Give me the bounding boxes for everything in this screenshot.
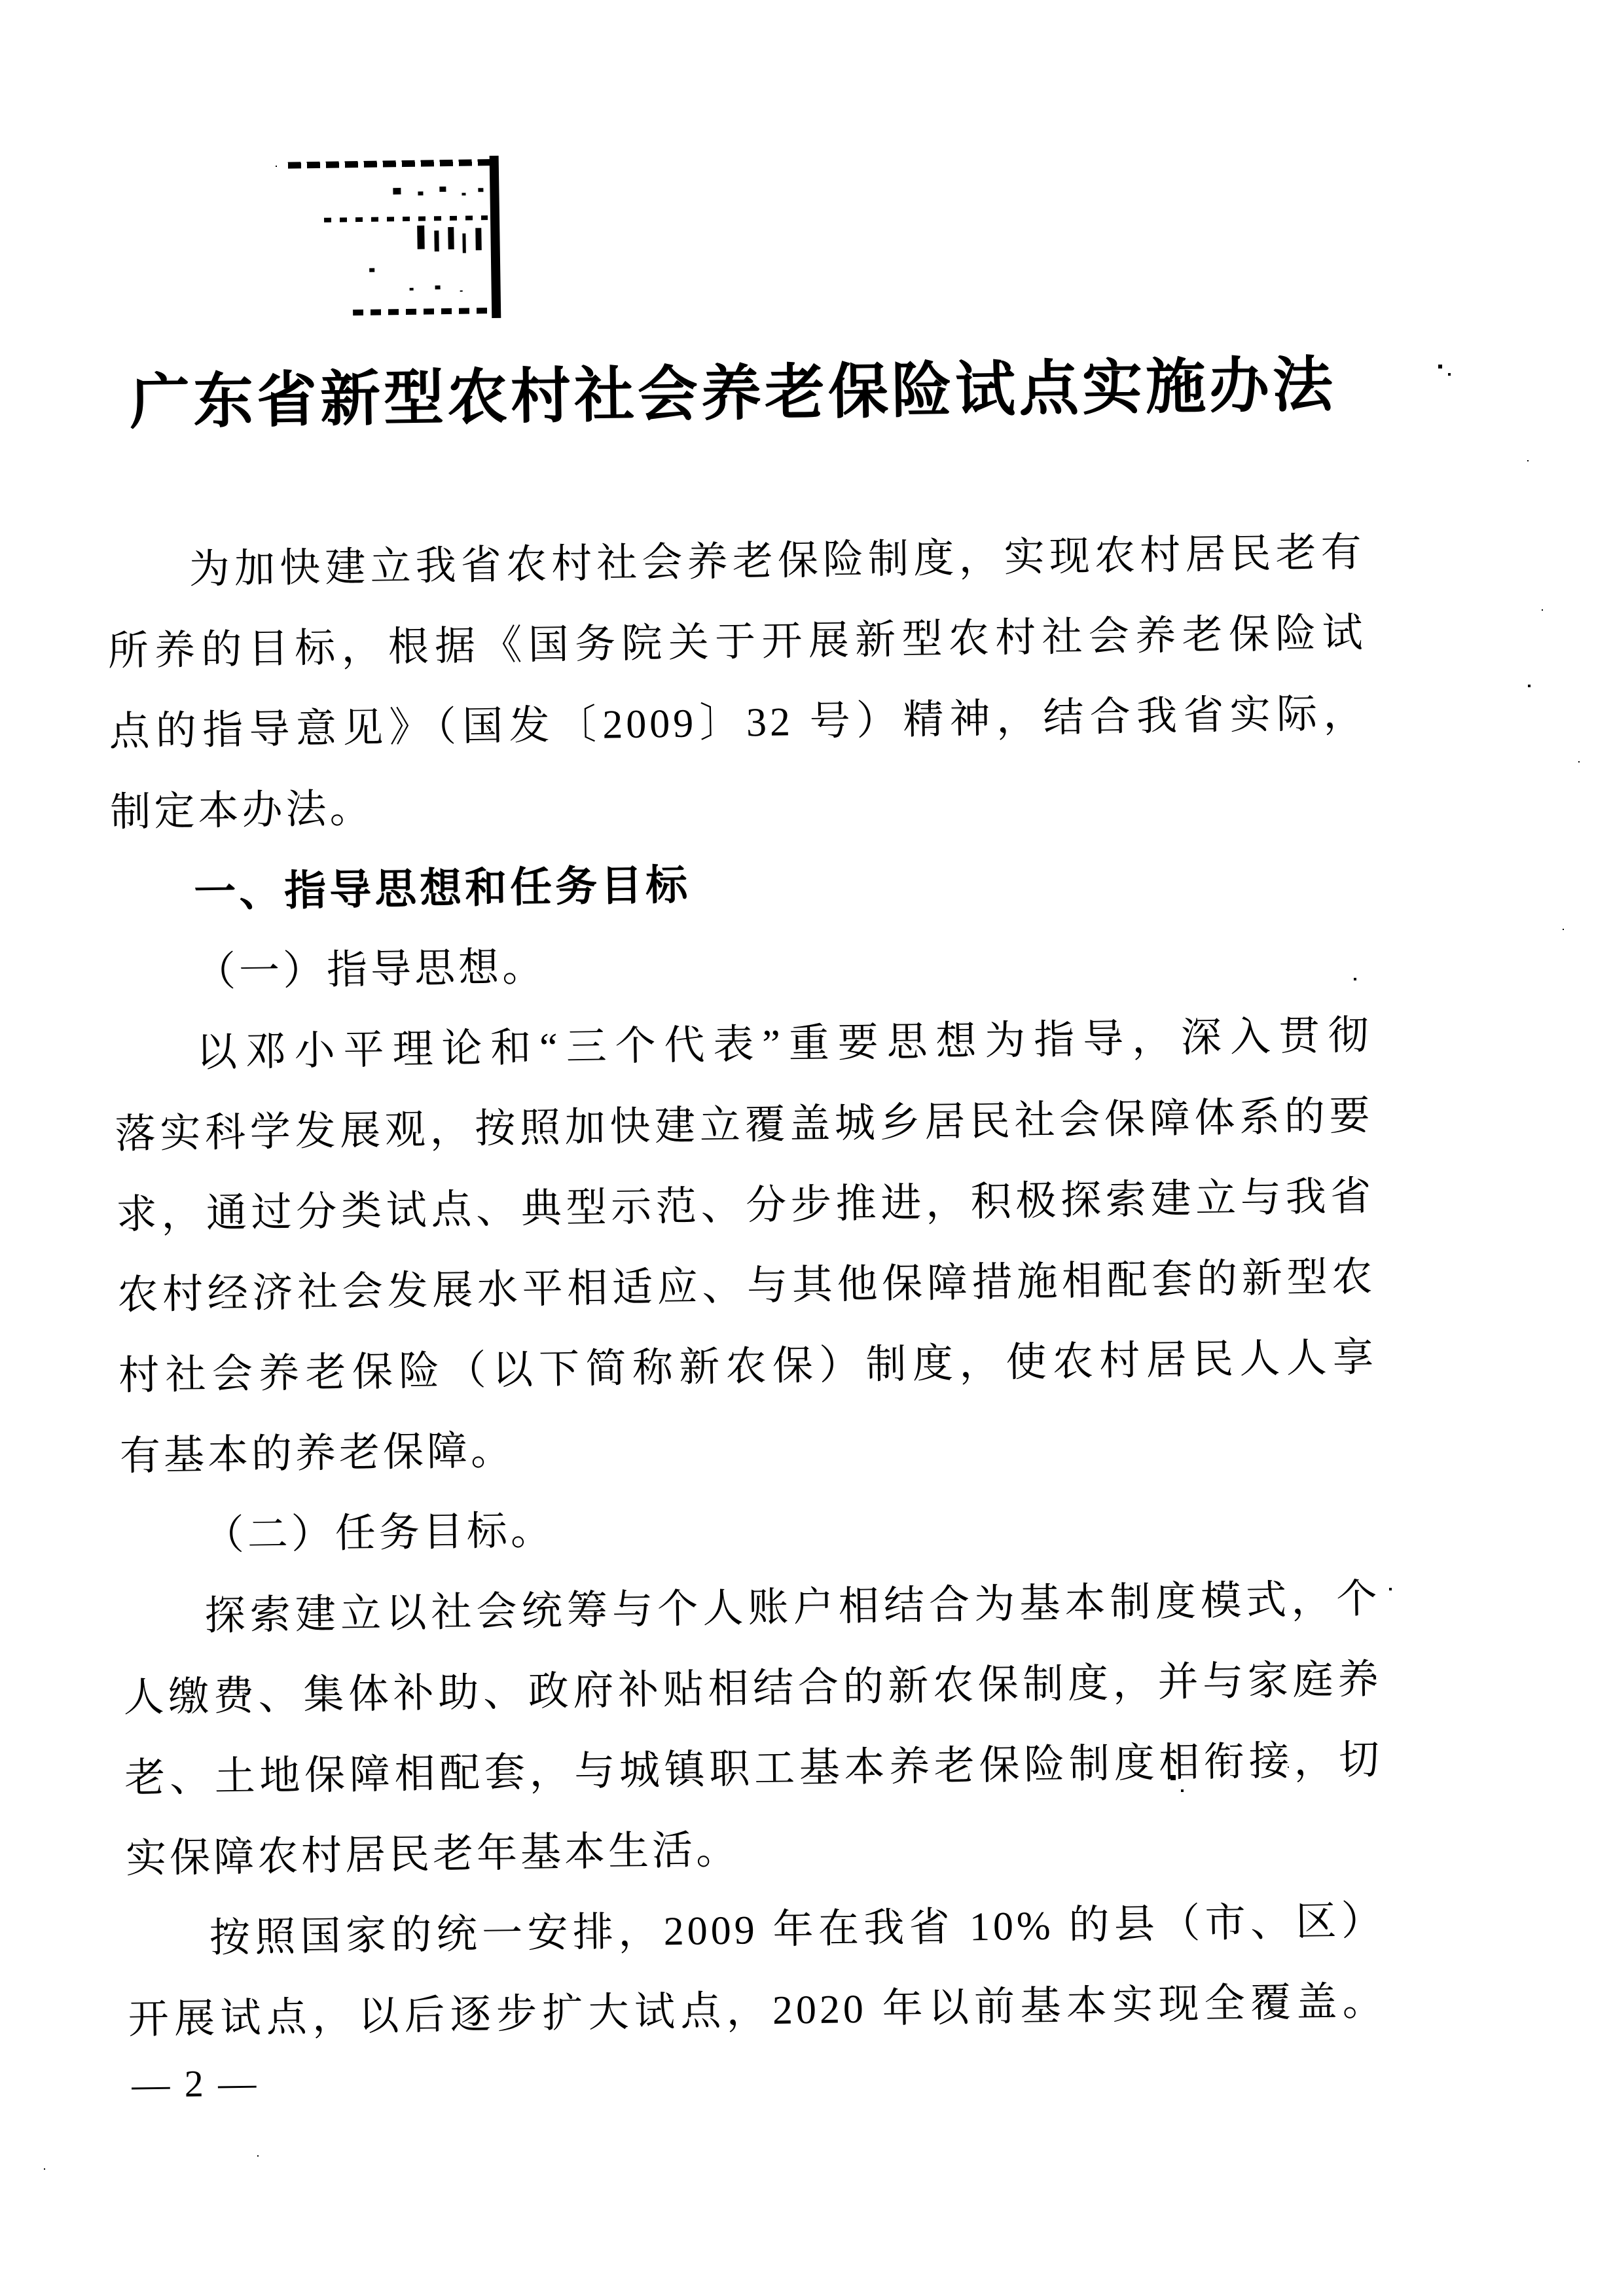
text-line: 按照国家的统一安排，2009 年在我省 10% 的县（市、区） [209,1899,1386,1961]
stamp-top-edge [288,159,494,169]
text-line: 开展试点，以后逐步扩大试点，2020 年以前基本实现全覆盖。 [128,1979,1387,2043]
text-line: 有基本的养老保障。 [119,1428,515,1479]
stamp-mark [327,159,501,317]
text-line: 求，通过分类试点、典型示范、分步推进，积极探索建立与我省 [116,1174,1375,1238]
document-title: 广东省新型农村社会养老保险试点实施办法 [129,351,1337,437]
text-line: 实保障农村居民老年基本生活。 [125,1827,740,1882]
section-heading: 一、指导思想和任务目标 [193,861,691,916]
page-number: — 2 — [131,2061,259,2106]
stamp-illegible-marks [417,226,425,249]
text-line: 农村经济社会发展水平相适应、与其他保障措施相配套的新型农 [117,1255,1376,1318]
stamp-right-edge [490,156,501,318]
subsection-heading: （二）任务目标。 [203,1508,555,1558]
document-body [106,512,1386,2060]
text-line: 老、土地保障相配套，与城镇职工基本养老保险制度相衔接，切 [124,1738,1383,1801]
text-line: 以邓小平理论和“三个代表”重要思想为指导，深入贯彻 [196,1013,1373,1075]
stamp-bottom-edge [353,308,497,315]
text-line: 所养的目标，根据《国务院关于开展新型农村社会养老保险试 [107,611,1367,674]
text-line: 探索建立以社会统筹与个人账户相结合为基本制度模式，个 [204,1577,1381,1639]
text-line: 人缴费、集体补助、政府补贴相结合的新农保制度，并与家庭养 [123,1657,1382,1721]
text-line: 村社会养老保险（以下简称新农保）制度，使农村居民人人享 [118,1335,1377,1399]
subsection-heading: （一）指导思想。 [194,944,547,995]
text-line: 制定本办法。 [109,786,374,835]
stamp-smudge [393,188,401,194]
stamp-middle-line [324,215,488,223]
text-line: 点的指导意见》（国发〔2009〕32 号）精神，结合我省实际， [109,691,1368,755]
text-line: 为加快建立我省农村社会养老保险制度，实现农村居民老有 [189,530,1366,592]
scan-noise-specks [0,0,5,5]
text-line: 落实科学发展观，按照加快建立覆盖城乡居民社会保障体系的要 [115,1094,1374,1157]
